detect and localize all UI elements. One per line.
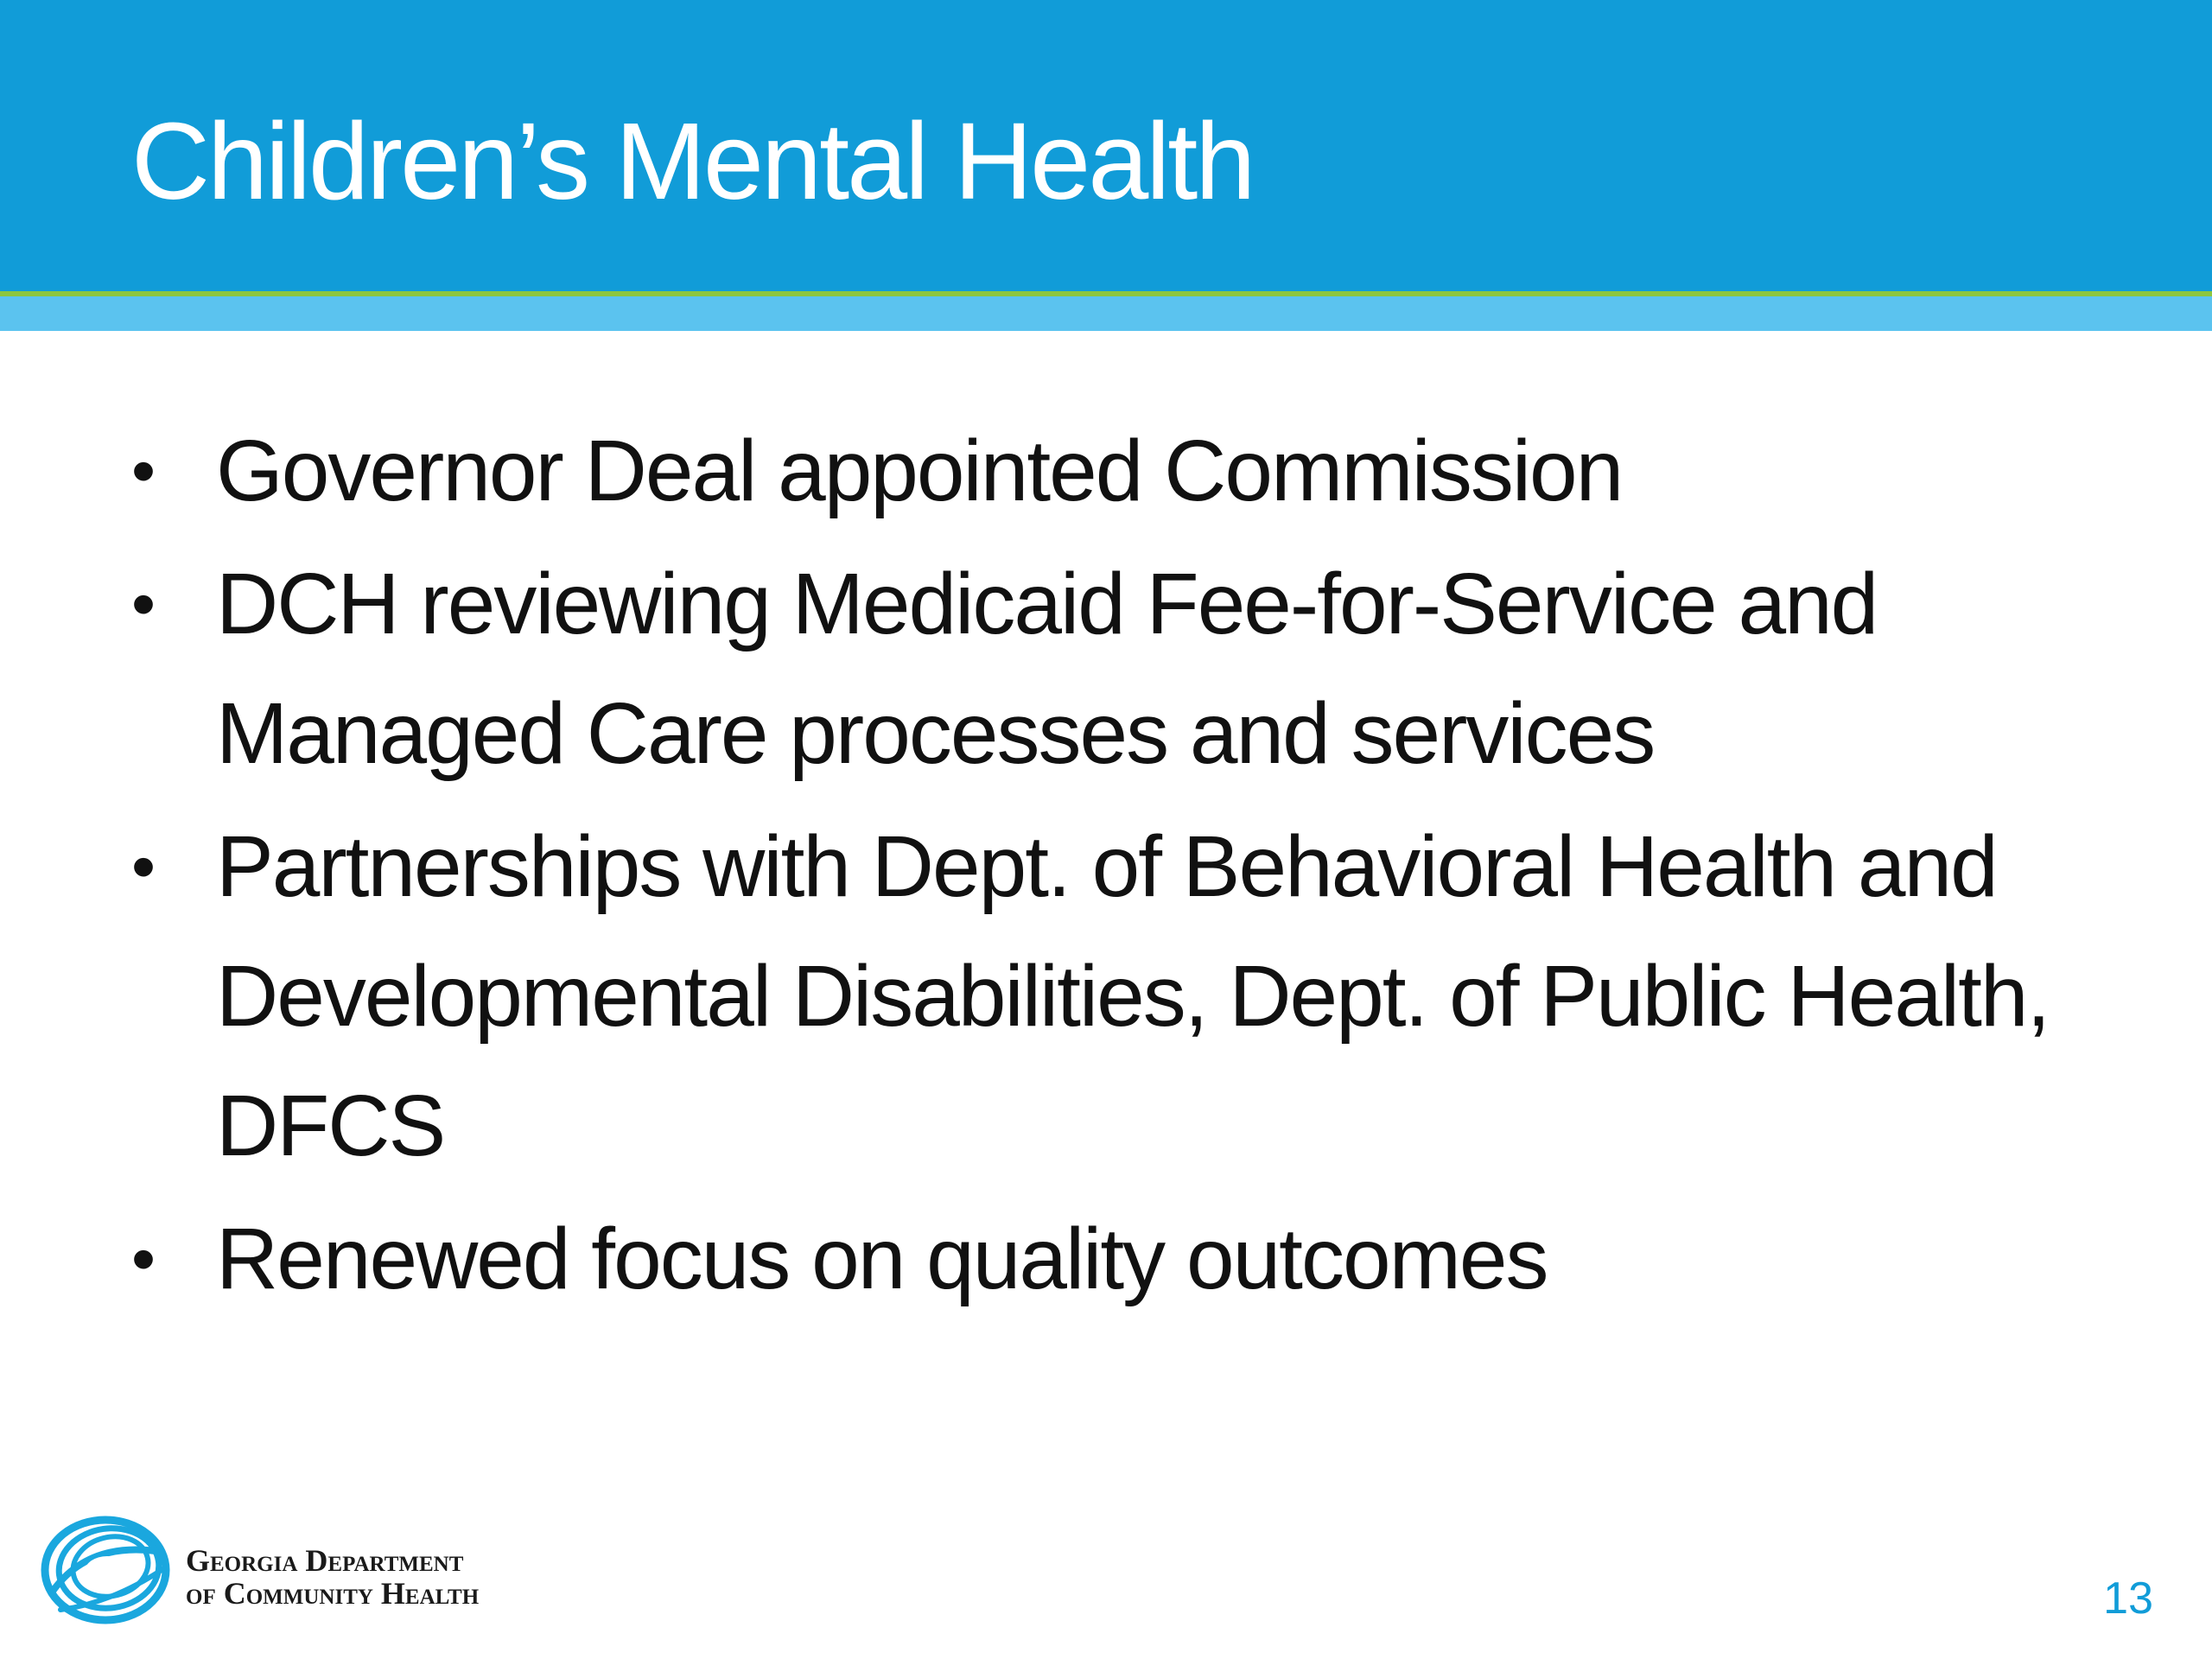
bullet-text-line: Governor Deal appointed Commission (216, 423, 1623, 519)
bullet-text-line: Partnerships with Dept. of Behavioral Health and (216, 818, 1997, 915)
bullet-list (131, 406, 2119, 1327)
bullet-dot: • (131, 565, 155, 642)
georgia-dch-swirl-logo-icon (35, 1508, 186, 1629)
bullet-item (131, 802, 2119, 1191)
title-bar (0, 0, 2212, 291)
bullet-text-line: Renewed focus on quality outcomes (216, 1211, 1548, 1307)
bullet-text-line: DFCS (216, 1077, 445, 1174)
bullet-text-line: Developmental Disabilities, Dept. of Public Health, (216, 948, 2050, 1045)
bullet-dot: • (131, 828, 155, 905)
logo-text-line2: of Community Health (186, 1576, 480, 1611)
bullet-dot: • (131, 432, 155, 509)
bullet-item (131, 406, 2119, 536)
georgia-dch-logo (35, 1508, 553, 1629)
bullet-text-line: DCH reviewing Medicaid Fee-for-Service and (216, 556, 1878, 652)
bullet-item (131, 1194, 2119, 1324)
bullet-item (131, 539, 2119, 798)
page-number: 13 (2103, 1573, 2153, 1624)
bullet-text-line: Managed Care processes and services (216, 685, 1655, 782)
bullet-dot: • (131, 1220, 155, 1297)
logo-wordmark (186, 1544, 479, 1610)
logo-text-line1: Georgia Department (186, 1543, 464, 1578)
slide-title: Children’s Mental Health (131, 100, 1254, 222)
accent-stripe-blue (0, 296, 2212, 331)
